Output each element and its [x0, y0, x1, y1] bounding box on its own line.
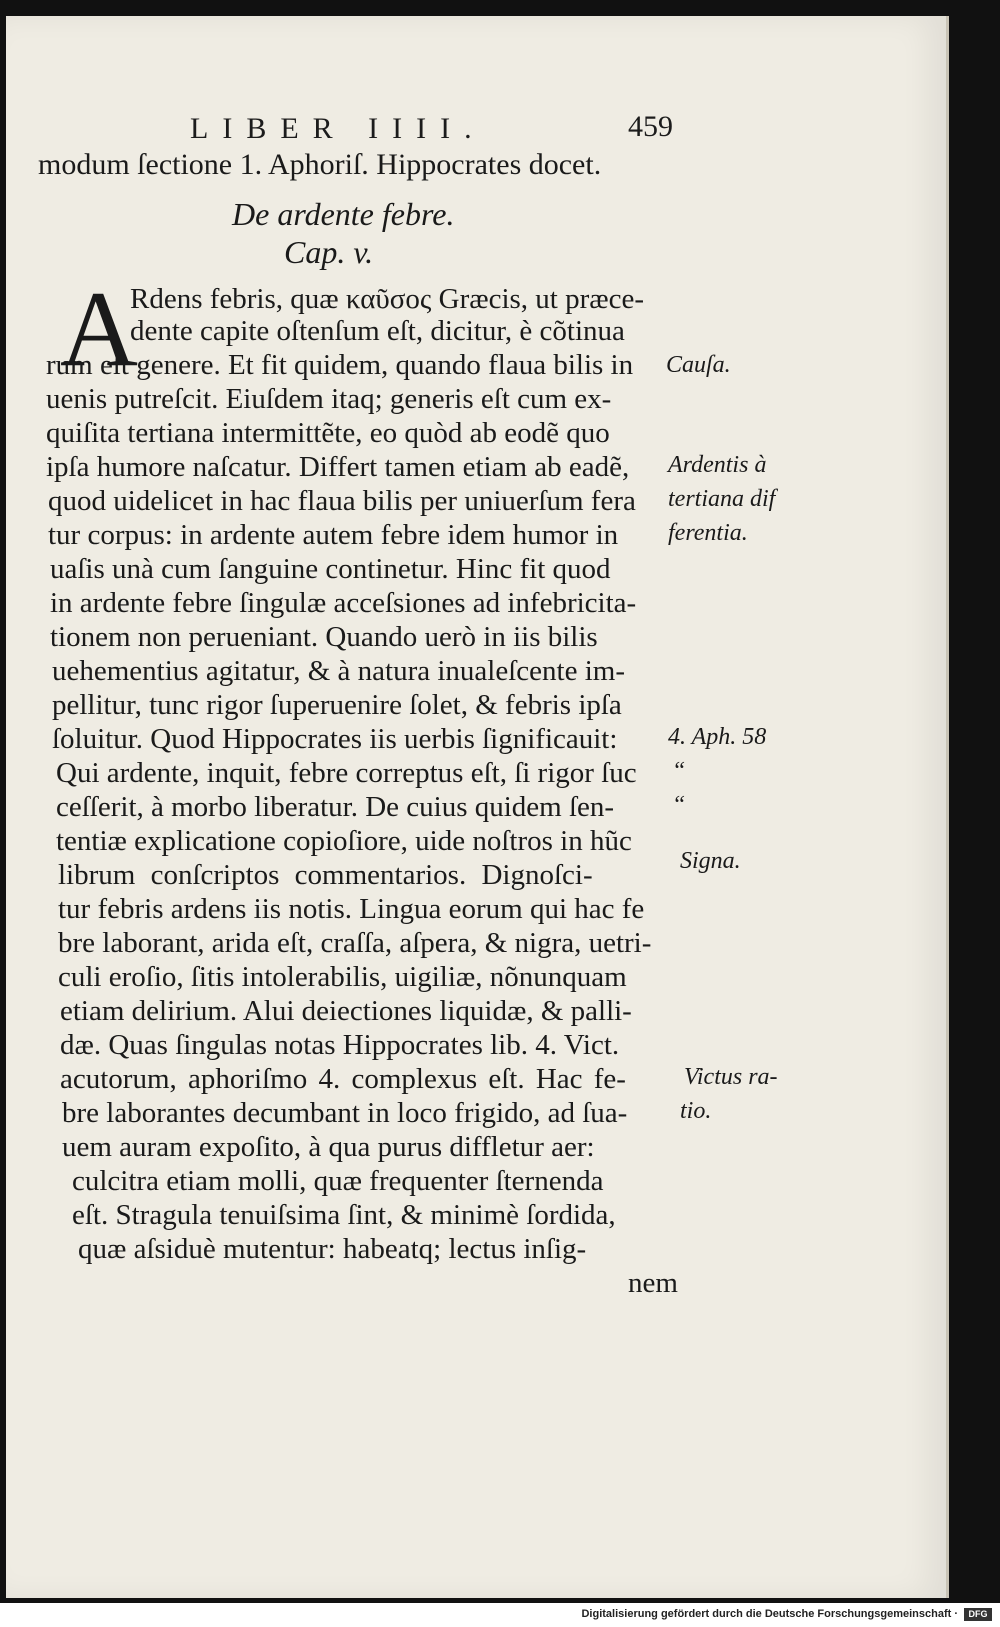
text-line: pellitur, tunc rigor ſuperuenire ſolet, & febris ipſa: [52, 689, 622, 721]
margin-note: ferentia.: [668, 520, 748, 546]
chapter-title: De ardente febre.: [232, 196, 455, 232]
text-line: ceſſerit, à morbo liberatur. De cuius quidem ſen-: [56, 791, 615, 823]
text-line: culi eroſio, ſitis intolerabilis, uigiliæ, nõnunquam: [58, 961, 627, 993]
text-line: eſt. Stragula tenuiſsima ſint, & minimè ſordida,: [72, 1199, 616, 1231]
text-line: rum eſt genere. Et fit quidem, quando flaua bilis in: [46, 349, 634, 381]
text-line: bre laborant, arida eſt, craſſa, aſpera, & nigra, uetri-: [58, 927, 652, 959]
margin-note: Signa.: [680, 848, 741, 874]
text-line: Rdens febris, quæ καῦσος Græcis, ut præce-: [130, 283, 645, 315]
margin-note: Cauſa.: [666, 352, 731, 378]
margin-note: tio.: [680, 1098, 712, 1124]
text-line: librum conſcriptos commentarios. Dignoſci-: [58, 859, 593, 891]
text-line: uehementius agitatur, & à natura inualeſcente im-: [52, 655, 625, 687]
footer-bar: [0, 1603, 1000, 1627]
text-line: quæ aſsiduè mutentur: habeatq; lectus inſig-: [78, 1233, 587, 1265]
text-line: culcitra etiam molli, quæ frequenter ſternenda: [72, 1165, 604, 1197]
running-head: LIBER IIII.: [190, 112, 486, 145]
text-line: tur febris ardens iis notis. Lingua eorum qui hac fe: [58, 893, 645, 925]
text-line: quod uidelicet in hac flaua bilis per uniuerſum fera: [48, 485, 636, 517]
text-line: modum ſectione 1. Aphoriſ. Hippocrates docet.: [38, 148, 602, 181]
chapter-number: Cap. v.: [284, 234, 374, 270]
text-line: acutorum, aphoriſmo 4. complexus eſt. Hac fe-: [60, 1063, 626, 1095]
text-line: ſoluitur. Quod Hippocrates iis uerbis ſignificauit:: [52, 723, 618, 755]
drop-cap: A: [60, 270, 138, 389]
text-line: bre laborantes decumbant in loco frigido, ad ſua-: [62, 1097, 628, 1129]
catchword: nem: [628, 1267, 678, 1299]
text-line: tionem non perueniant. Quando uerò in iis bilis: [50, 621, 598, 653]
text-line: dente capite oſtenſum eſt, dicitur, è cõtinua: [130, 315, 625, 347]
text-line: uenis putreſcit. Eiuſdem itaq; generis eſt cum ex-: [46, 383, 612, 415]
text-line: uem auram expoſito, à qua purus diffletur aer:: [62, 1131, 595, 1163]
text-line: ipſa humore naſcatur. Differt tamen etiam ab eadẽ,: [46, 451, 630, 483]
text-line: dæ. Quas ſingulas notas Hippocrates lib. 4. Vict.: [60, 1029, 620, 1061]
text-line: etiam delirium. Alui deiectiones liquidæ, & palli-: [60, 995, 632, 1027]
margin-note: “: [672, 792, 686, 818]
text-line: quiſita tertiana intermittẽte, eo quòd ab eodẽ quo: [46, 417, 610, 449]
text-line: tur corpus: in ardente autem febre idem humor in: [48, 519, 619, 551]
text-line: tentiæ explicatione copioſiore, uide noſtros in hũc: [56, 825, 632, 857]
text-line: in ardente febre ſingulæ acceſsiones ad infebricita-: [50, 587, 637, 619]
margin-note: Ardentis à: [668, 452, 767, 478]
page-edge: [946, 16, 949, 1598]
text-line: Qui ardente, inquit, febre correptus eſt, ſi rigor ſuc: [56, 757, 637, 789]
dfg-logo-icon: DFG: [964, 1608, 992, 1621]
margin-note: “: [672, 758, 686, 784]
page-number: 459: [628, 110, 673, 143]
text-line: uaſis unà cum ſanguine continetur. Hinc fit quod: [50, 553, 611, 585]
margin-note: Victus ra-: [684, 1064, 778, 1090]
margin-note: 4. Aph. 58: [668, 724, 767, 750]
margin-note: tertiana dif: [668, 486, 776, 512]
footer-credit: Digitalisierung gefördert durch die Deutsche Forschungsgemeinschaft ·: [581, 1608, 958, 1620]
